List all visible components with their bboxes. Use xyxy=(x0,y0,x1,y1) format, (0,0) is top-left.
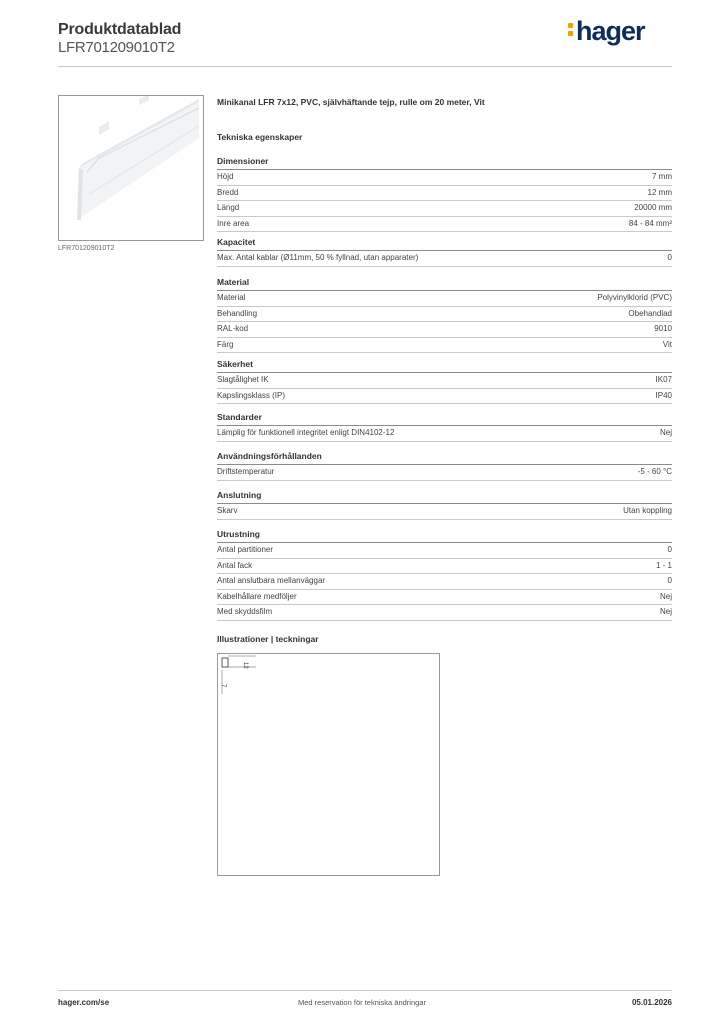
cable-channel-image xyxy=(59,96,203,240)
spec-value: Nej xyxy=(659,591,672,601)
spec-value: IK07 xyxy=(655,375,672,384)
spec-label: Med skyddsfilm xyxy=(217,607,273,616)
section-title: Användningsförhållanden xyxy=(217,450,672,465)
header-divider xyxy=(58,66,672,67)
logo-dots-icon xyxy=(568,20,575,39)
spec-section xyxy=(217,450,672,481)
spec-row xyxy=(217,291,672,307)
spec-row xyxy=(217,590,672,606)
spec-row xyxy=(217,426,672,442)
spec-section xyxy=(217,155,672,232)
section-title: Säkerhet xyxy=(217,358,672,373)
section-title: Standarder xyxy=(217,411,672,426)
section-title: Utrustning xyxy=(217,528,672,543)
spec-label: Kabelhållare medföljer xyxy=(217,591,297,601)
spec-label: Kapslingsklass (IP) xyxy=(217,390,286,400)
spec-value: Vit xyxy=(662,339,672,349)
spec-label: Färg xyxy=(217,339,234,349)
spec-label: Längd xyxy=(217,203,240,212)
spec-value: 1 - 1 xyxy=(655,560,672,570)
spec-label: RAL-kod xyxy=(217,324,249,333)
spec-row xyxy=(217,574,672,590)
spec-section xyxy=(217,411,672,442)
section-title: Anslutning xyxy=(217,489,672,504)
spec-label: Antal anslutbara mellanväggar xyxy=(217,576,326,585)
spec-label: Behandling xyxy=(217,308,258,318)
spec-row xyxy=(217,186,672,202)
hager-logo xyxy=(568,16,645,47)
logo-text: hager xyxy=(576,16,645,46)
spec-label: Bredd xyxy=(217,187,239,197)
height-dimension-label: 7 xyxy=(220,684,226,688)
spec-value: Nej xyxy=(659,428,672,437)
spec-section xyxy=(217,236,672,267)
spec-row xyxy=(217,559,672,575)
spec-row xyxy=(217,543,672,559)
illustrations-heading: Illustrationer | teckningar xyxy=(217,634,319,644)
spec-label: Höjd xyxy=(217,172,234,181)
spec-row xyxy=(217,605,672,621)
spec-value: Obehandlad xyxy=(628,308,672,318)
spec-label: Material xyxy=(217,293,246,302)
spec-row xyxy=(217,201,672,217)
spec-value: Nej xyxy=(659,607,672,616)
footer-date: 05.01.2026 xyxy=(631,998,672,1007)
spec-section xyxy=(217,276,672,353)
spec-row xyxy=(217,307,672,323)
spec-value: IP40 xyxy=(655,390,672,400)
spec-label: Driftstemperatur xyxy=(217,467,275,476)
section-title: Dimensioner xyxy=(217,155,672,170)
spec-value: 7 mm xyxy=(652,172,672,181)
spec-value: 84 - 84 mm² xyxy=(628,218,672,228)
spec-value: 0 xyxy=(667,545,672,554)
spec-label: Max. Antal kablar (Ø11mm, 50 % fyllnad, utan apparater) xyxy=(217,253,419,262)
product-image xyxy=(58,95,204,241)
product-reference: LFR701209010T2 xyxy=(58,39,175,56)
footer-notice: Med reservation för tekniska ändringar xyxy=(298,998,426,1007)
spec-row xyxy=(217,373,672,389)
footer-website: hager.com/se xyxy=(58,998,110,1007)
spec-label: Antal fack xyxy=(217,560,253,570)
spec-section xyxy=(217,489,672,520)
spec-row xyxy=(217,465,672,481)
product-description: Minikanal LFR 7x12, PVC, självhäftande tejp, rulle om 20 meter, Vit xyxy=(217,97,485,107)
spec-section xyxy=(217,528,672,621)
cross-section-drawing xyxy=(218,654,439,875)
spec-value: -5 - 60 °C xyxy=(637,467,672,476)
spec-label: Inre area xyxy=(217,218,250,228)
spec-row xyxy=(217,504,672,520)
section-title: Kapacitet xyxy=(217,236,672,251)
section-title: Material xyxy=(217,276,672,291)
spec-value: Utan koppling xyxy=(623,506,672,515)
spec-row xyxy=(217,217,672,233)
spec-value: Polyvinylklorid (PVC) xyxy=(597,293,672,302)
spec-label: Lämplig för funktionell integritet enligt DIN4102-12 xyxy=(217,428,395,437)
technical-drawing xyxy=(217,653,440,876)
spec-row xyxy=(217,170,672,186)
spec-value: 12 mm xyxy=(647,187,672,197)
spec-value: 9010 xyxy=(654,324,672,333)
spec-value: 0 xyxy=(667,576,672,585)
spec-label: Slagtålighet IK xyxy=(217,375,269,384)
spec-label: Antal partitioner xyxy=(217,545,274,554)
spec-value: 20000 mm xyxy=(634,203,672,212)
image-caption: LFR701209010T2 xyxy=(58,245,115,252)
spec-value: 0 xyxy=(667,253,672,262)
footer-divider xyxy=(58,990,672,991)
document-title: Produktdatablad xyxy=(58,21,182,38)
tech-properties-heading: Tekniska egenskaper xyxy=(217,132,303,142)
spec-row xyxy=(217,389,672,405)
spec-label: Skarv xyxy=(217,506,238,515)
spec-row xyxy=(217,338,672,354)
spec-row xyxy=(217,322,672,338)
spec-row xyxy=(217,251,672,267)
spec-section xyxy=(217,358,672,404)
width-dimension-label: 12 xyxy=(242,662,248,669)
